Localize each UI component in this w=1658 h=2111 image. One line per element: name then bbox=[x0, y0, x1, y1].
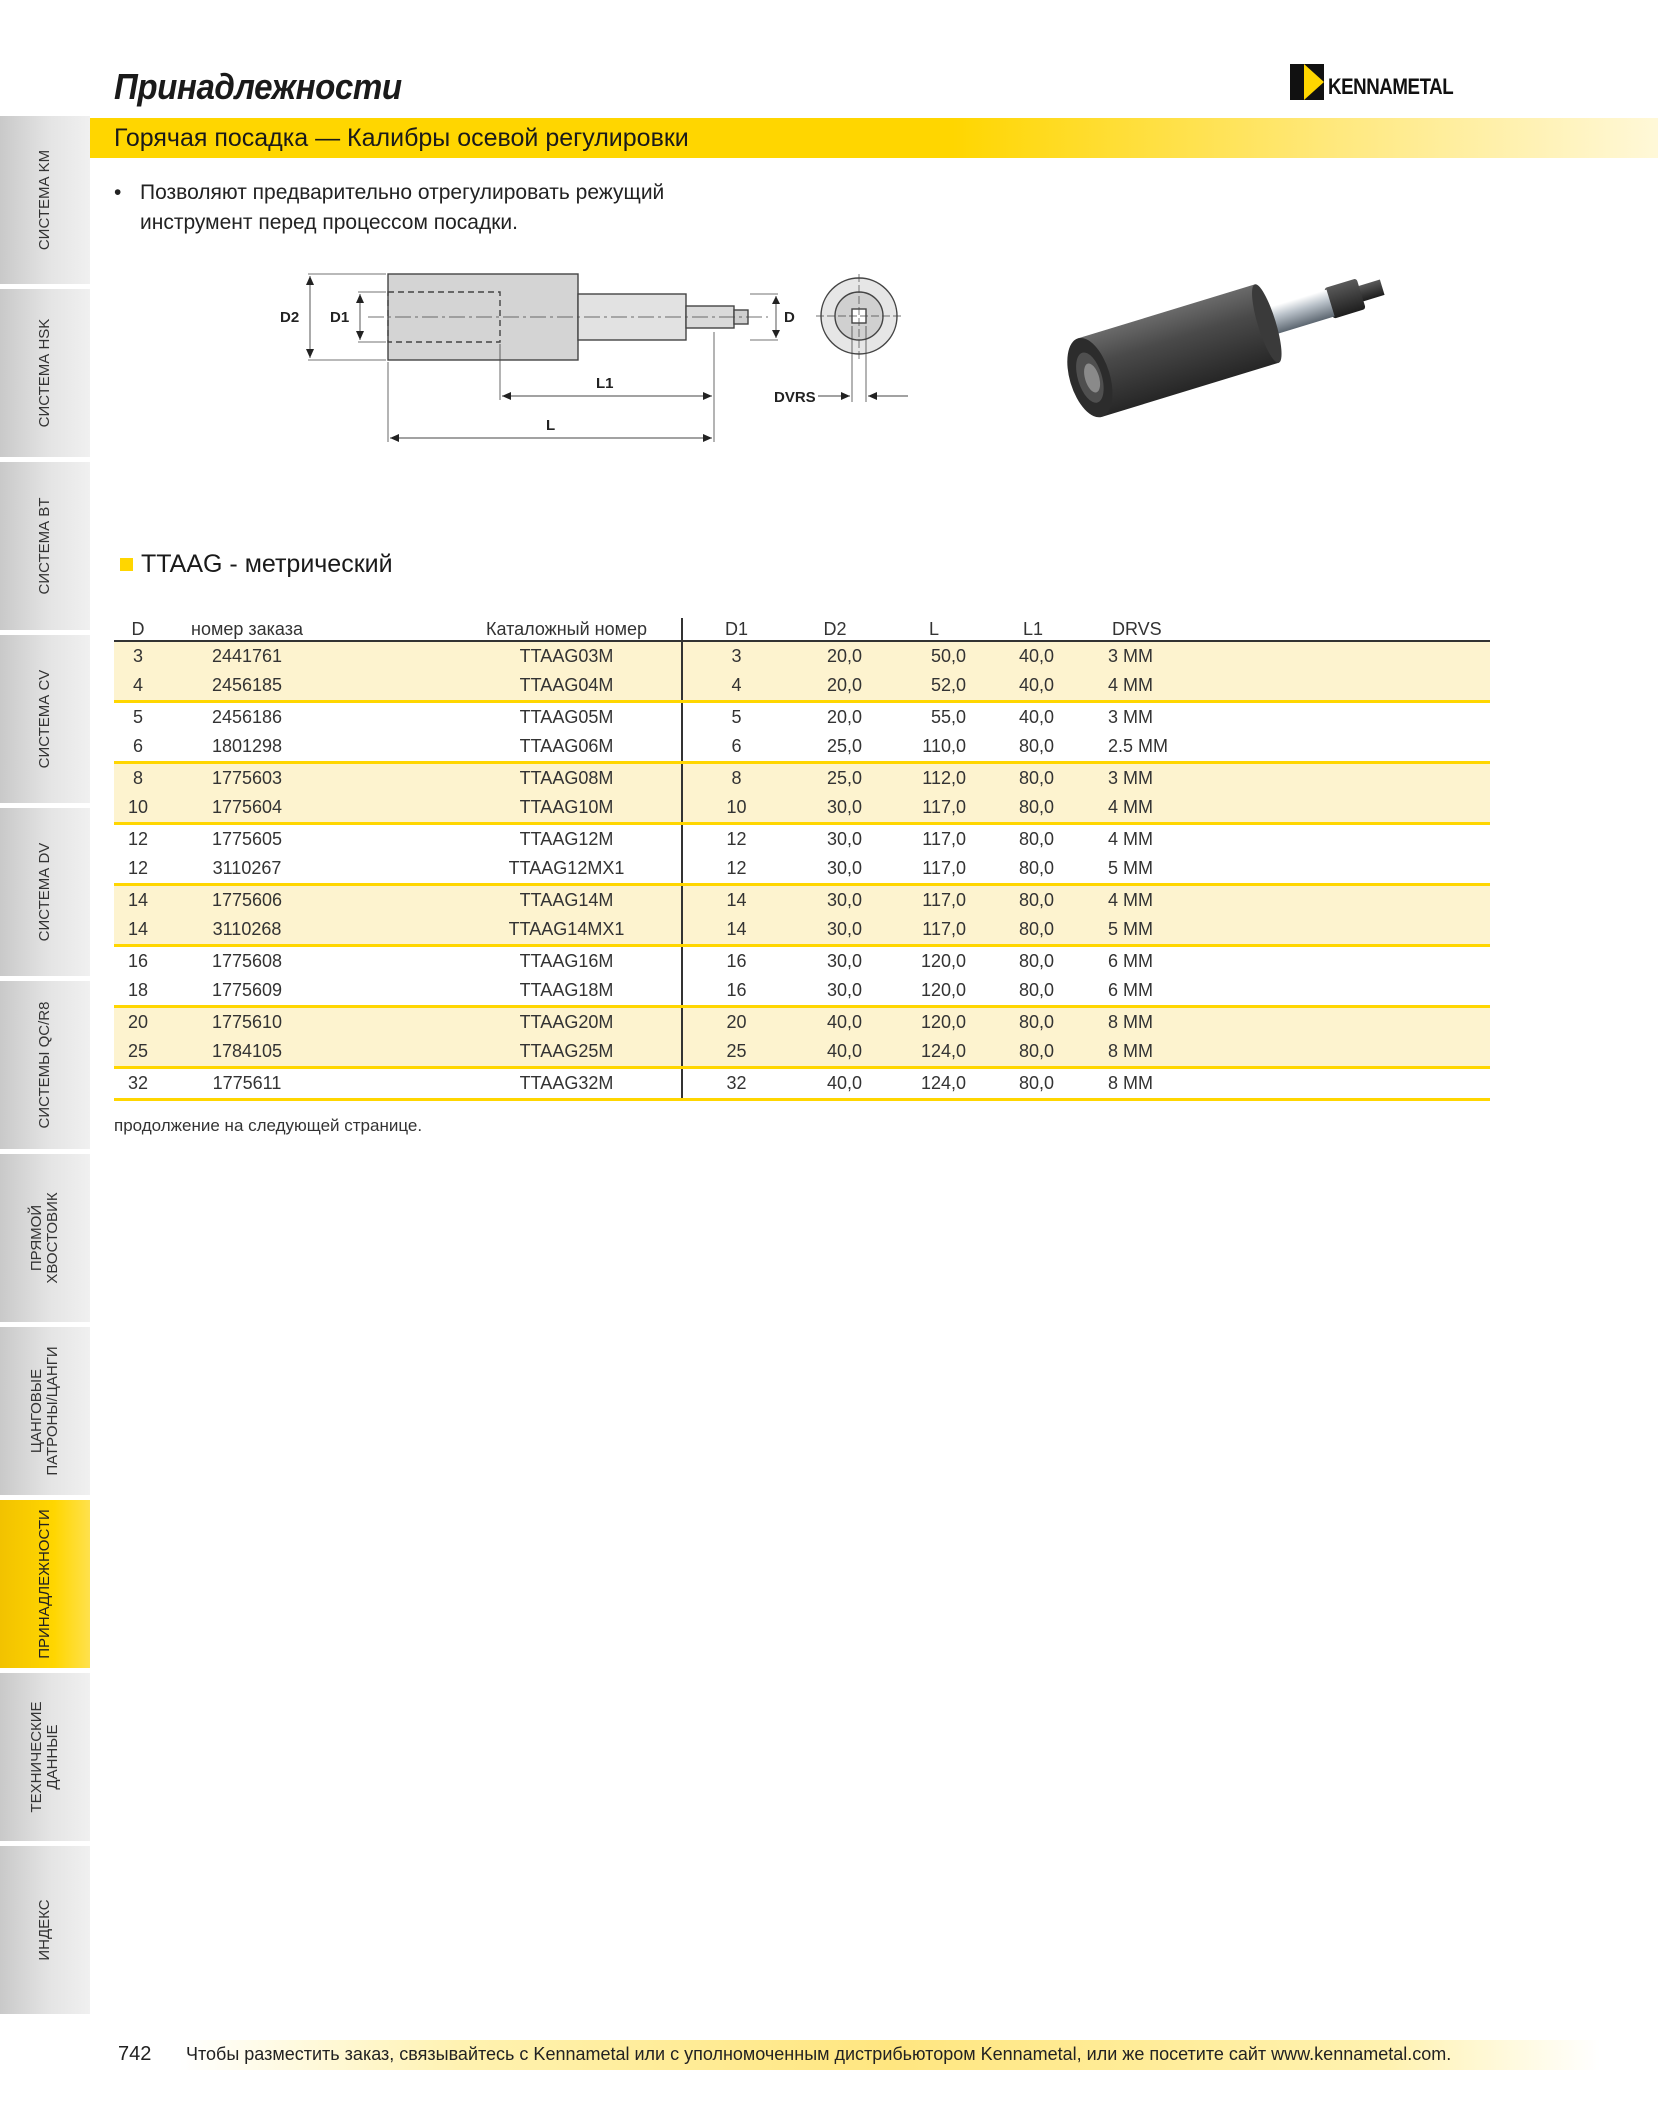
sidebar-tab-label: ЦАНГОВЫЕ ПАТРОНЫ/ЦАНГИ bbox=[28, 1346, 61, 1476]
footer-text: Чтобы разместить заказ, связывайтесь с Kennametal или с уполномоченным дистрибьютором Kennametal, или же посетите сайт www.kennametal.com. bbox=[186, 2044, 1452, 2064]
table-cell: 5 bbox=[132, 707, 143, 727]
table-cell: TTAAG12MX1 bbox=[332, 854, 682, 885]
table-cell: 3110267 bbox=[162, 854, 332, 885]
table-cell: 12 bbox=[114, 854, 162, 885]
sidebar-tab-label: ТЕХНИЧЕСКИЕ ДАННЫЕ bbox=[28, 1701, 61, 1813]
sidebar-tab[interactable] bbox=[0, 462, 90, 630]
table-cell: 40,0 bbox=[1018, 707, 1054, 727]
table-cell: 40,0 bbox=[988, 641, 1078, 671]
table-cell: 80,0 bbox=[988, 976, 1078, 1007]
sidebar-tab-label: ПРЯМОЙ ХВОСТОВИК bbox=[28, 1192, 61, 1284]
table-cell: 1801298 bbox=[162, 732, 332, 763]
table-cell: 55,0 bbox=[930, 707, 966, 727]
table-cell: 32 bbox=[114, 1068, 162, 1100]
table-cell: 80,0 bbox=[1018, 951, 1054, 971]
table-cell: 40,0 bbox=[790, 1007, 880, 1038]
table-header-row bbox=[114, 618, 1490, 641]
table-row bbox=[114, 1037, 1490, 1068]
table-cell: 6 bbox=[682, 732, 790, 763]
table-cell: TTAAG14MX1 bbox=[332, 915, 682, 946]
sidebar-tab[interactable] bbox=[0, 289, 90, 457]
table-cell: 30,0 bbox=[790, 793, 880, 824]
table-cell: 3 MM bbox=[1078, 763, 1490, 794]
table-cell: 4 MM bbox=[1078, 671, 1490, 702]
yellow-square-icon bbox=[120, 558, 133, 571]
table-cell: 2456186 bbox=[211, 707, 283, 727]
table-cell: TTAAG18M bbox=[332, 976, 682, 1007]
table-cell: TTAAG25M bbox=[332, 1037, 682, 1068]
table-cell: 20,0 bbox=[790, 641, 880, 671]
table-cell: TTAAG12M bbox=[519, 829, 614, 849]
table-cell: 30,0 bbox=[826, 829, 862, 849]
table-cell: 20 bbox=[114, 1007, 162, 1038]
dimension-drawing bbox=[268, 252, 948, 462]
table-cell: TTAAG04M bbox=[332, 671, 682, 702]
table-cell: 80,0 bbox=[988, 732, 1078, 763]
table-cell: 25,0 bbox=[790, 732, 880, 763]
table-cell: 80,0 bbox=[988, 1068, 1078, 1100]
table-cell: 4 bbox=[114, 671, 162, 702]
table-cell: 8 MM bbox=[1078, 1037, 1490, 1068]
table-cell: 20 bbox=[682, 1007, 790, 1038]
table-cell: 4 MM bbox=[1078, 885, 1490, 916]
sidebar-tab[interactable] bbox=[0, 981, 90, 1149]
table-cell: 120,0 bbox=[920, 951, 966, 971]
table-cell: 80,0 bbox=[988, 885, 1078, 916]
table-cell: 1775609 bbox=[162, 976, 332, 1007]
table-cell: 117,0 bbox=[880, 915, 988, 946]
sidebar-tab-label: СИСТЕМЫ QC/R8 bbox=[36, 1001, 53, 1129]
table-cell: 80,0 bbox=[988, 1037, 1078, 1068]
table-row bbox=[114, 671, 1490, 702]
table-cell: 1775611 bbox=[162, 1068, 332, 1100]
table-cell: TTAAG05M bbox=[519, 707, 614, 727]
table-cell: 8 bbox=[114, 763, 162, 794]
table-cell: 30,0 bbox=[826, 951, 862, 971]
table-row bbox=[114, 854, 1490, 885]
table-cell: 124,0 bbox=[880, 1068, 988, 1100]
table-cell: 80,0 bbox=[988, 763, 1078, 794]
col-header: DRVS bbox=[1078, 618, 1490, 641]
table-row bbox=[114, 793, 1490, 824]
table-cell: 1775610 bbox=[162, 1007, 332, 1038]
table-cell: TTAAG10M bbox=[332, 793, 682, 824]
table-cell: 80,0 bbox=[988, 793, 1078, 824]
table-cell: 3 bbox=[114, 641, 162, 671]
table-row bbox=[114, 1068, 1490, 1100]
table-cell: 8 MM bbox=[1078, 1068, 1490, 1100]
col-header: D2 bbox=[790, 618, 880, 641]
label-l: L bbox=[546, 417, 556, 434]
table-cell: 14 bbox=[682, 915, 790, 946]
table-cell: 4 bbox=[682, 671, 790, 702]
sidebar-tab-label: ПРИНАДЛЕЖНОСТИ bbox=[36, 1509, 53, 1659]
spec-table bbox=[114, 618, 1490, 1101]
logo-text: KENNAMETAL bbox=[1328, 74, 1454, 99]
table-cell: 120,0 bbox=[880, 976, 988, 1007]
table-cell: 5 bbox=[682, 702, 790, 733]
table-cell: 124,0 bbox=[880, 1037, 988, 1068]
col-header: L bbox=[880, 618, 988, 641]
table-cell: 18 bbox=[114, 976, 162, 1007]
table-cell: TTAAG03M bbox=[332, 641, 682, 671]
table-cell: 1775603 bbox=[162, 763, 332, 794]
page-number: 742 bbox=[118, 2043, 152, 2065]
table-cell: 3110268 bbox=[162, 915, 332, 946]
label-dvrs: DVRS bbox=[774, 389, 816, 406]
table-cell: 30,0 bbox=[790, 885, 880, 916]
col-header: номер заказа bbox=[162, 618, 332, 641]
bullet-text: Позволяют предварительно отрегулировать режущий инструмент перед процессом посадки. bbox=[140, 181, 665, 234]
table-cell: 16 bbox=[682, 976, 790, 1007]
table-cell: 80,0 bbox=[988, 854, 1078, 885]
table-cell: 30,0 bbox=[790, 976, 880, 1007]
table-cell: 12 bbox=[682, 854, 790, 885]
table-cell: 117,0 bbox=[880, 793, 988, 824]
table-cell: 8 MM bbox=[1078, 1007, 1490, 1038]
sidebar-tab[interactable] bbox=[0, 1154, 90, 1322]
table-cell: 16 bbox=[682, 946, 790, 977]
table-cell: 40,0 bbox=[790, 1068, 880, 1100]
sidebar-tab[interactable] bbox=[0, 635, 90, 803]
table-cell: 30,0 bbox=[790, 915, 880, 946]
table-cell: 30,0 bbox=[790, 854, 880, 885]
table-cell: 10 bbox=[114, 793, 162, 824]
table-cell: 1775608 bbox=[211, 951, 283, 971]
table-cell: 25 bbox=[682, 1037, 790, 1068]
table-row bbox=[114, 763, 1490, 794]
table-cell: 120,0 bbox=[880, 1007, 988, 1038]
table-cell: 117,0 bbox=[880, 885, 988, 916]
table-cell: 110,0 bbox=[880, 732, 988, 763]
table-cell: 1784105 bbox=[162, 1037, 332, 1068]
sidebar-tab[interactable] bbox=[0, 1327, 90, 1495]
table-cell: 3 bbox=[682, 641, 790, 671]
side-navigation bbox=[0, 116, 90, 2019]
table-row bbox=[114, 1007, 1490, 1038]
table-cell: 2441761 bbox=[162, 641, 332, 671]
table-cell: 2456185 bbox=[162, 671, 332, 702]
sidebar-tab-label: СИСТЕМА KM bbox=[36, 149, 53, 251]
sidebar-tab[interactable] bbox=[0, 1846, 90, 2014]
table-row bbox=[114, 641, 1490, 671]
table-cell: 5 MM bbox=[1078, 915, 1490, 946]
table-cell: 14 bbox=[682, 885, 790, 916]
sidebar-tab[interactable] bbox=[0, 808, 90, 976]
sidebar-tab-label: ИНДЕКС bbox=[36, 1899, 53, 1961]
table-row bbox=[114, 915, 1490, 946]
table-cell: TTAAG20M bbox=[332, 1007, 682, 1038]
table-row bbox=[114, 732, 1490, 763]
product-image bbox=[1030, 240, 1430, 440]
table-cell: 10 bbox=[682, 793, 790, 824]
table-cell: 3 MM bbox=[1108, 707, 1153, 727]
table-cell: 4 MM bbox=[1108, 829, 1153, 849]
table-row bbox=[114, 976, 1490, 1007]
table-cell: 80,0 bbox=[988, 915, 1078, 946]
sidebar-tab-label: СИСТЕМА CV bbox=[36, 669, 53, 769]
sidebar-tab-label: СИСТЕМА DV bbox=[36, 842, 53, 942]
table-cell: TTAAG06M bbox=[332, 732, 682, 763]
kennametal-k-icon bbox=[1290, 64, 1324, 100]
table-cell: 117,0 bbox=[880, 854, 988, 885]
table-cell: 40,0 bbox=[988, 671, 1078, 702]
table-cell: 20,0 bbox=[826, 707, 862, 727]
table-cell: 14 bbox=[114, 885, 162, 916]
table-cell: TTAAG08M bbox=[332, 763, 682, 794]
table-cell: 25,0 bbox=[790, 763, 880, 794]
page-title: Принадлежности bbox=[114, 66, 402, 107]
sidebar-tab[interactable] bbox=[0, 1673, 90, 1841]
table-cell: 12 bbox=[682, 824, 790, 855]
section-title: Горячая посадка — Калибры осевой регулировки bbox=[114, 124, 689, 152]
table-cell: 5 MM bbox=[1078, 854, 1490, 885]
table-cell: 6 MM bbox=[1108, 951, 1153, 971]
table-cell: 3 MM bbox=[1078, 641, 1490, 671]
table-cell: 12 bbox=[127, 829, 149, 849]
bullet-icon: • bbox=[114, 181, 122, 204]
continued-note: продолжение на следующей странице. bbox=[114, 1116, 423, 1135]
table-cell: 80,0 bbox=[1018, 829, 1054, 849]
col-header: Каталожный номер bbox=[332, 618, 682, 641]
table-cell: TTAAG14M bbox=[332, 885, 682, 916]
table-cell: 50,0 bbox=[880, 641, 988, 671]
label-d2: D2 bbox=[280, 309, 300, 326]
table-title-text: TTAAG - метрический bbox=[141, 550, 393, 578]
feature-bullet bbox=[114, 178, 760, 238]
table-cell: 40,0 bbox=[790, 1037, 880, 1068]
table-cell: 2.5 MM bbox=[1078, 732, 1490, 763]
sidebar-tab-label: СИСТЕМА HSK bbox=[36, 318, 53, 428]
sidebar-tab[interactable] bbox=[0, 1500, 90, 1668]
table-row bbox=[114, 702, 1490, 733]
table-cell: 16 bbox=[127, 951, 149, 971]
table-cell: 1775605 bbox=[211, 829, 283, 849]
table-cell: 52,0 bbox=[880, 671, 988, 702]
table-cell: 14 bbox=[114, 915, 162, 946]
label-l1: L1 bbox=[596, 375, 614, 392]
table-cell: 117,0 bbox=[922, 829, 966, 849]
table-cell: 6 MM bbox=[1078, 976, 1490, 1007]
table-cell: 112,0 bbox=[880, 763, 988, 794]
table-cell: 1775606 bbox=[162, 885, 332, 916]
table-cell: 20,0 bbox=[790, 671, 880, 702]
table-cell: 32 bbox=[682, 1068, 790, 1100]
sidebar-tab[interactable] bbox=[0, 116, 90, 284]
table-title bbox=[120, 550, 393, 579]
table-cell: TTAAG32M bbox=[332, 1068, 682, 1100]
label-d: D bbox=[784, 309, 795, 326]
kennametal-logo bbox=[1290, 64, 1475, 100]
col-header: D bbox=[114, 618, 162, 641]
table-cell: 80,0 bbox=[988, 1007, 1078, 1038]
table-cell: 6 bbox=[114, 732, 162, 763]
table-cell: 1775604 bbox=[162, 793, 332, 824]
col-header: L1 bbox=[988, 618, 1078, 641]
col-header: D1 bbox=[682, 618, 790, 641]
table-cell: 25 bbox=[114, 1037, 162, 1068]
table-cell: 8 bbox=[682, 763, 790, 794]
sidebar-tab-label: СИСТЕМА BT bbox=[36, 497, 53, 595]
table-row bbox=[114, 824, 1490, 855]
table-row bbox=[114, 946, 1490, 977]
label-d1: D1 bbox=[330, 309, 350, 326]
table-cell: 4 MM bbox=[1078, 793, 1490, 824]
table-cell: TTAAG16M bbox=[519, 951, 614, 971]
table-row bbox=[114, 885, 1490, 916]
